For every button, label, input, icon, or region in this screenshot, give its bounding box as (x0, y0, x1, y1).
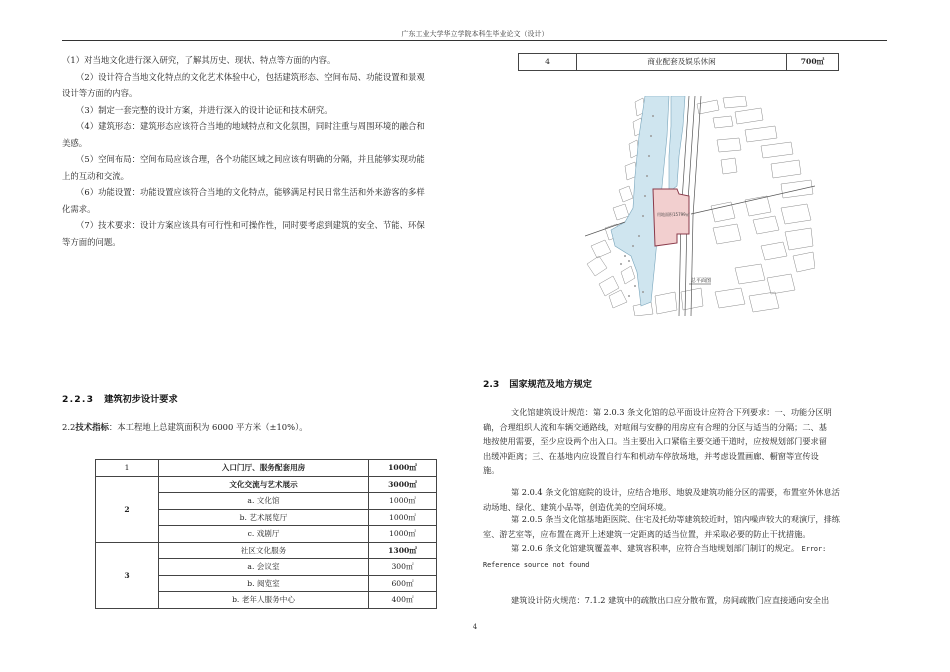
requirement-item-cont: 化需求。 (62, 203, 96, 214)
regulation-paragraph-1 (483, 405, 888, 478)
requirement-item: （6）功能设置：功能设置应该符合当地的文化特点，能够满足村民日常生活和外来游客的多样 (76, 187, 425, 197)
section-title: 建筑初步设计要求 (104, 394, 178, 405)
text-line: 地按使用需要，至少应设两个出入口。当主要出入口紧临主要交通干道时，应按规划部门要求留 (483, 436, 827, 446)
spec-paragraph (62, 421, 308, 433)
text-line: 动场地、绿化、建筑小品等，创造优美的空间环境。 (483, 501, 672, 512)
table-cell-area: 1000㎡ (369, 460, 437, 477)
table-cell-name: b. 艺术展览厅 (159, 509, 369, 526)
regulation-paragraph-5 (483, 593, 888, 608)
text-line: 文化馆建筑设计规范：第 2.0.3 条文化馆的总平面设计应符合下列要求：一、功能分区明 (511, 407, 832, 417)
table-cell-name: a. 会议室 (159, 559, 369, 576)
spec-text: ：本工程地上总建筑面积为 6000 平方米（±10%）。 (108, 422, 308, 432)
table-cell-num: 3 (96, 542, 159, 608)
table-cell-name: 入口门厅、服务配套用房 (159, 460, 369, 477)
text-line: 室、游艺室等，应布置在离开上述建筑一定距离的适当位置，并采取必要的防止干扰措施。 (483, 528, 811, 539)
table-cell-name: 商业配套及娱乐休闲 (577, 54, 787, 71)
requirement-item-cont: 美感。 (62, 137, 88, 148)
requirement-item: （3）制定一套完整的设计方案，并进行深入的设计论证和技术研究。 (76, 104, 333, 115)
site-plan-caption: 总平面图 (691, 278, 712, 284)
table-row (96, 476, 437, 493)
section-number: 2.3 (483, 379, 500, 390)
requirement-item-cont: 设计等方面的内容。 (62, 88, 138, 98)
text-line: 施。 (483, 465, 500, 475)
requirement-item: （5）空间布局：空间布局应该合理，各个功能区域之间应该有明确的分隔，并且能够实现功能 (76, 154, 425, 164)
text-line: 建筑设计防火规范：7.1.2 建筑中的疏散出口应分散布置，房间疏散门应直接通向安全出 (511, 595, 830, 605)
table-cell-num: 4 (519, 54, 577, 71)
table-row (96, 460, 437, 477)
spec-label: 技术指标 (75, 422, 109, 432)
site-plan-map (585, 96, 815, 316)
table-cell-area: 3000㎡ (369, 476, 437, 493)
site-parcel (653, 189, 690, 246)
section-heading-2-3 (483, 376, 592, 390)
requirement-item-cont: 等方面的问题。 (62, 236, 121, 247)
table-cell-name: b. 阅览室 (159, 575, 369, 592)
spec-prefix: 2.2 (62, 422, 76, 432)
requirement-item: （1）对当地文化进行深入研究，了解其历史、现状、特点等方面的内容。 (62, 55, 336, 65)
header-divider (62, 40, 887, 41)
text-span: 第 2.0.6 条文化馆建筑覆盖率、建筑容积率，应符合当地规划部门制订的规定。 (511, 543, 800, 553)
section-title: 国家规范及地方规定 (509, 379, 592, 390)
table-row (519, 54, 839, 71)
table-cell-num: 1 (96, 460, 159, 477)
table-cell-area: 300㎡ (369, 559, 437, 576)
table-cell-num: 2 (96, 476, 159, 542)
table-cell-area: 1000㎡ (369, 509, 437, 526)
error-text: Error: (801, 545, 827, 553)
area-table (95, 459, 437, 609)
requirements-list (62, 52, 472, 250)
requirement-item-cont: 上的互动和交流。 (62, 170, 129, 181)
requirement-item: （2）设计符合当地文化特点的文化艺术体验中心，包括建筑形态、空间布局、功能设置和景观 (76, 71, 425, 82)
error-text: Reference source not found (483, 561, 590, 569)
table-cell-name: b. 老年人服务中心 (159, 592, 369, 609)
text-line (483, 541, 888, 557)
text-line: 出缓冲距离；三、在基地内应设置自行车和机动车停放场地，并考虑设置画廊、橱窗等宣传设 (483, 450, 819, 461)
regulation-paragraph-2 (483, 485, 888, 514)
table-cell-area: 400㎡ (369, 592, 437, 609)
text-line: 第 2.0.4 条文化馆庭院的设计，应结合地形、地貌及建筑功能分区的需要，布置室外休息活 (511, 487, 840, 497)
table-cell-name: 文化交流与艺术展示 (159, 476, 369, 493)
table-cell-name: a. 文化馆 (159, 493, 369, 510)
text-line: 确，合理组织人流和车辆交通路线，对喧闹与安静的用房应有合理的分区与适当的分隔；二、基 (483, 421, 827, 432)
table-row (96, 542, 437, 559)
table-cell-area: 1000㎡ (369, 526, 437, 543)
table-cell-area: 600㎡ (369, 575, 437, 592)
regulation-paragraph-3 (483, 512, 888, 541)
site-area-label: 用地面积15799㎡ (657, 212, 690, 217)
table-cell-area: 1000㎡ (369, 493, 437, 510)
section-heading-2-2-3 (62, 391, 178, 405)
page-number: 4 (472, 623, 478, 631)
requirement-item: （4）建筑形态：建筑形态应该符合当地的地域特点和文化氛围，同时注重与周围环境的融合和 (76, 121, 425, 131)
table-cell-area: 1300㎡ (369, 542, 437, 559)
table-cell-name: 社区文化服务 (159, 542, 369, 559)
header-title: 广东工业大学华立学院本科生毕业论文（设计） (401, 30, 549, 38)
regulation-paragraph-4 (483, 541, 888, 557)
area-table-continued (518, 53, 839, 71)
text-line: 第 2.0.5 条当文化馆基地距医院、住宅及托幼等建筑较近时，馆内噪声较大的观演厅，排练 (511, 514, 840, 524)
requirement-item: （7）技术要求：设计方案应该具有可行性和可操作性，同时要考虑到建筑的安全、节能、环保 (76, 220, 425, 230)
table-cell-area: 700㎡ (787, 54, 839, 71)
section-number: 2.2.3 (62, 394, 95, 405)
table-cell-name: c. 戏剧厅 (159, 526, 369, 543)
